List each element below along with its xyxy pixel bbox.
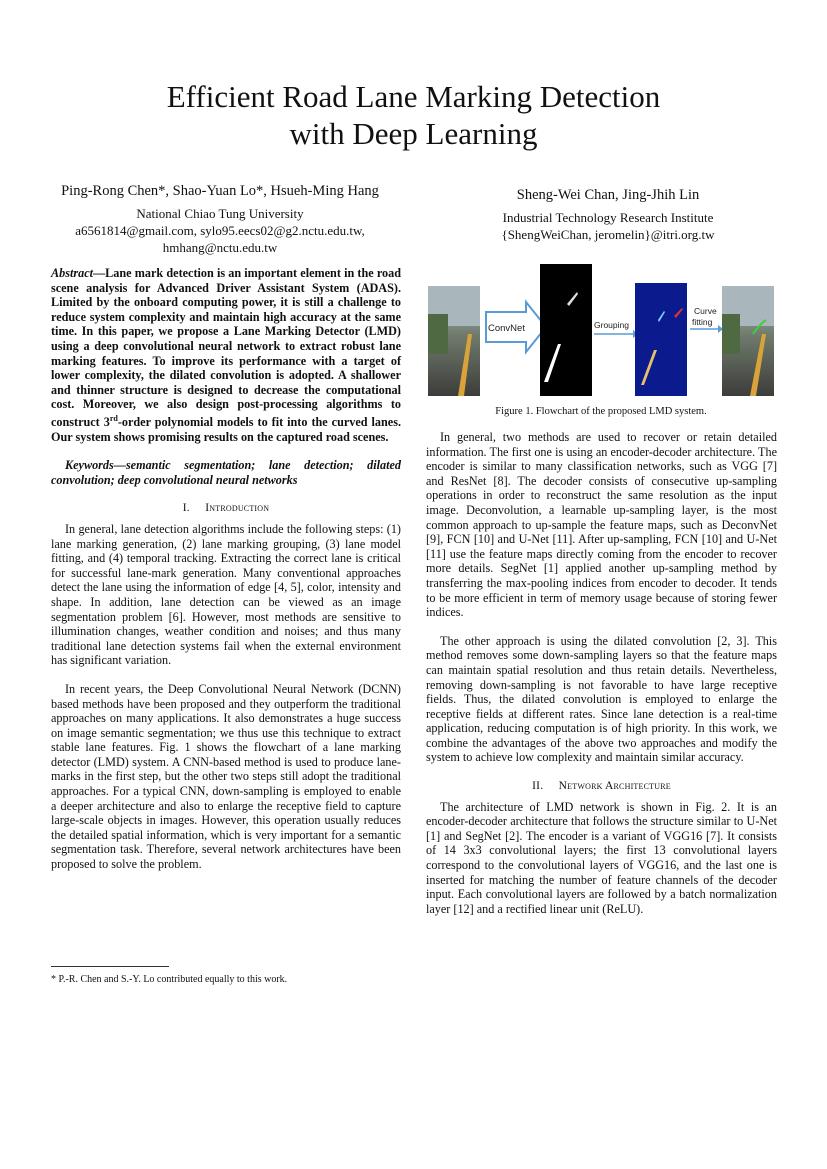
author-block-right xyxy=(428,187,788,243)
figure-1 xyxy=(428,264,774,399)
intro-paragraph-2: In recent years, the Deep Convolutional Neural Network (DCNN) based methods have been proposed and they outperform the traditional approaches on many applications. It also demonstrates a huge success on image semantic segmentation; we thus use this technique to extract stable lane features. Fig. 1 shows the flowchart of a lane marking detector (LMD) system. A CNN-based method is used to produce lane-marks in the first step, but the other two steps still adopt the traditional approaches. For a typical CNN, down-sampling is employed to enable a deeper architecture and also to enlarge the receptive field to capture large-scale objects in images. However, this operation usually reduces the detailed spatial information, which is very important for a semantic segmentation task. Therefore, several network architectures have been proposed to solve the problem. xyxy=(51,681,401,872)
right-column xyxy=(426,430,777,916)
author-block-left xyxy=(40,183,400,256)
binary-mask-image xyxy=(540,264,592,396)
section-title: Network Architecture xyxy=(558,780,671,793)
flowchart-figure xyxy=(428,264,774,399)
email-right: {ShengWeiChan, jeromelin}@itri.org.tw xyxy=(501,227,715,242)
convnet-label: ConvNet xyxy=(488,323,525,334)
author-names-left: Ping-Rong Chen*, Shao-Yuan Lo*, Hsueh-Ming Hang xyxy=(61,183,379,199)
section-heading-network-architecture xyxy=(426,779,777,794)
abstract-text-a: —Lane mark detection is an important element in the road scene analysis for Advanced Driver Assistant System (ADAS). Limited by the onboard computing power, it is still a challenge to reduce system complexity and maintain high accuracy at the same time. In this paper, we propose a Lane Marking Detector (LMD) using a deep convolutional neural network to extract robust lane marking features. To improve its performance with a target of lower complexity, the dilated convolution is adopted. A shallower and thinner structure is designed to decrease the computational cost. Moreover, we also design post-processing algorithms to construct 3 xyxy=(51,266,401,429)
intro-paragraph-1: In general, lane detection algorithms include the following steps: (1) lane marking generation, (2) lane marking grouping, (3) lane model fitting, and (4) temporal tracking. Extracting the correct lane is critical for successful lane-mark generation. Many conventional approaches detect the lane using the information of edge [4, 5], color, intensity and shape. In addition, lane detection can be viewed as an image segmentation problem [6]. However, most methods are sensitive to illumination changes, weather condition and noises; and thus many traditional lane detection systems fail when the external environment has significant variation. xyxy=(51,521,401,668)
section-number: II. xyxy=(532,780,544,793)
section-number: I. xyxy=(182,502,190,515)
right-paragraph-1: In general, two methods are used to recover or retain detailed information. The first one is using an encoder-decoder architecture. The encoder is similar to many classification networks, such as VGG [7] and ResNet [8]. The decoder consists of consecutive up-sampling operations in order to reconstruct the same resolution as the input image. Deconvolution, a learnable up-sampling layer, is the most common approach to up-sample the feature maps, such as DeconvNet [9], FCN [10] and U-Net [11]. After up-sampling, FCN [10] and U-Net [11] use the feature maps directly coming from the encoder to recover more details. SegNet [1] applied another up-sampling method by transferring the max-pooling indices from encoder to decoder. It tends to be more efficient in term of memory usage because of storing fewer indices. xyxy=(426,430,777,620)
email-left-2: hmhang@nctu.edu.tw xyxy=(162,240,278,255)
abstract-superscript: rd xyxy=(109,413,118,423)
abstract-label: Abstract xyxy=(51,266,93,280)
title-line-1: Efficient Road Lane Marking Detection xyxy=(166,79,661,114)
footnote-rule xyxy=(51,966,169,967)
affiliation-left: National Chiao Tung University xyxy=(136,206,304,221)
convnet-arrow xyxy=(486,302,546,352)
email-left-1: a6561814@gmail.com, sylo95.eecs02@g2.nctu.edu.tw, xyxy=(75,223,365,238)
figure-1-caption: Figure 1. Flowchart of the proposed LMD system. xyxy=(495,406,707,417)
left-column xyxy=(51,266,401,872)
keywords: Keywords—semantic segmentation; lane detection; dilated convolution; deep convolutional neural networks xyxy=(51,458,401,487)
grouping-label: Grouping xyxy=(594,320,629,330)
right-paragraph-2: The other approach is using the dilated convolution [2, 3]. This method removes some down-sampling layers so that the feature maps can maintain spatial resolution and thus retain details. Nevertheless, removing down-sampling is not favorable to have large receptive fields. Thus, the dilated convolution is employed to enlarge the receptive fields at different rates. Since lane detection is a real-time application, reducing computation is of high priority. In this work, we combine the advantages of the above two approaches and modify the system to achieve low complexity and maintain similar accuracy. xyxy=(426,633,777,765)
affiliation-right: Industrial Technology Research Institute xyxy=(502,210,714,225)
paper-title xyxy=(60,78,767,152)
title-line-2: with Deep Learning xyxy=(289,116,538,151)
curve-label-line1: Curve xyxy=(694,306,717,316)
input-road-image xyxy=(428,286,480,396)
curve-label-line2: fitting xyxy=(692,317,713,327)
author-names-right: Sheng-Wei Chan, Jing-Jhih Lin xyxy=(516,187,700,203)
footnote: * P.-R. Chen and S.-Y. Lo contributed equally to this work. xyxy=(51,974,288,985)
grouped-image xyxy=(635,283,687,396)
section-title: Introduction xyxy=(205,502,270,515)
abstract-text-b: -order polynomial models to fit into the curved lanes. Our system shows promising results on the captured road scenes. xyxy=(51,415,401,444)
output-road-image xyxy=(722,286,774,396)
grouping-arrow xyxy=(594,320,638,338)
right-paragraph-3: The architecture of LMD network is shown in Fig. 2. It is an encoder-decoder architecture that follows the structure similar to U-Net [1] and SegNet [2]. The encoder is a variant of VGG16 [7]. It consists of 14 3x3 convolutional layers; the first 13 convolutional layers correspond to the convolutional layers of VGG16, and the last one is inserted for matching the number of feature channels of the decoder input. Each convolutional layers are followed by a batch normalization layer [12] and a rectified linear unit (ReLU). xyxy=(426,799,777,916)
curve-fitting-arrow xyxy=(690,306,723,333)
abstract xyxy=(51,266,401,444)
section-heading-introduction xyxy=(51,501,401,516)
